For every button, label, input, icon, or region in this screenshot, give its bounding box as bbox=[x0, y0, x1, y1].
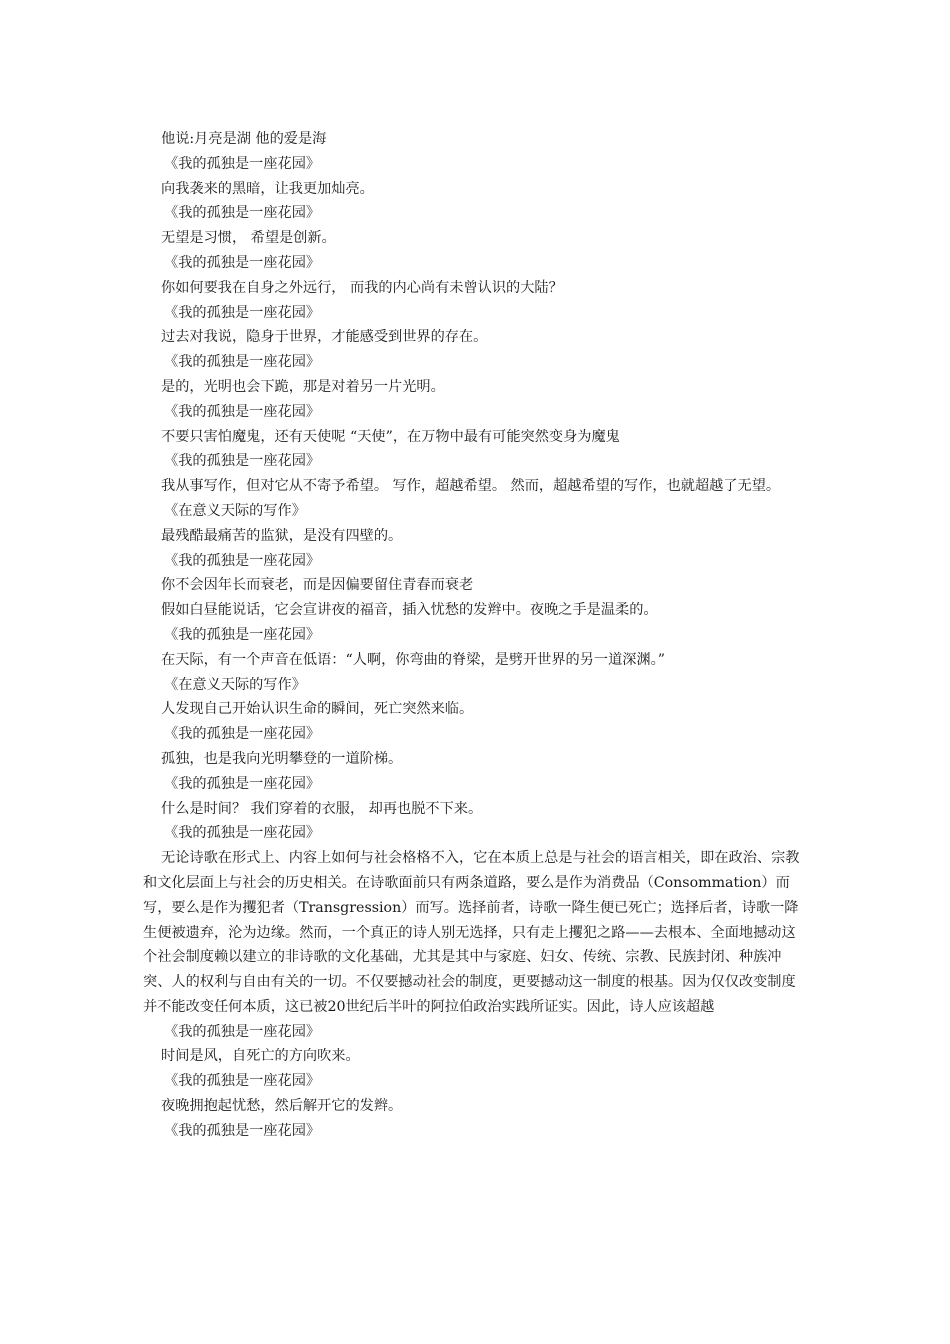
source-title: 《我的孤独是一座花园》 bbox=[164, 254, 321, 271]
quote-line: 在天际，有一个声音在低语：“人啊，你弯曲的脊梁，是劈开世界的另一道深渊。” bbox=[161, 651, 665, 668]
quote-paragraph: 我从事写作，但对它从不寄予希望。 写作，超越希望。 然而，超越希望的写作，也就超越了无望。 bbox=[161, 478, 781, 495]
quote-line: 是的，光明也会下跪，那是对着另一片光明。 bbox=[161, 378, 445, 395]
source-title: 《我的孤独是一座花园》 bbox=[164, 354, 321, 371]
quote-line: 他说:月亮是湖 他的爱是海 bbox=[161, 131, 327, 147]
quote-line: 过去对我说，隐身于世界，才能感受到世界的存在。 bbox=[161, 329, 488, 346]
quote-line: 假如白昼能说话，它会宣讲夜的福音，插入忧愁的发辫中。夜晚之手是温柔的。 bbox=[161, 602, 658, 619]
quote-line: 什么是时间？ 我们穿着的衣服， 却再也脱不下来。 bbox=[161, 800, 483, 817]
quote-line: 人发现自己开始认识生命的瞬间，死亡突然来临。 bbox=[161, 701, 474, 718]
quote-line: 最残酷最痛苦的监狱，是没有四壁的。 bbox=[161, 527, 403, 544]
source-title: 《我的孤独是一座花园》 bbox=[164, 1073, 321, 1090]
source-title: 《我的孤独是一座花园》 bbox=[164, 403, 321, 420]
source-title: 《我的孤独是一座花园》 bbox=[164, 775, 321, 792]
quote-line: 无望是习惯， 希望是创新。 bbox=[161, 230, 336, 247]
source-title: 《我的孤独是一座花园》 bbox=[164, 1023, 321, 1040]
quote-line: 不要只害怕魔鬼，还有天使呢 “天使”，在万物中最有可能突然变身为魔鬼 bbox=[161, 428, 620, 445]
quote-line: 孤独，也是我向光明攀登的一道阶梯。 bbox=[161, 750, 403, 767]
source-title: 《在意义天际的写作》 bbox=[164, 676, 306, 693]
quote-line: 你如何要我在自身之外远行， 而我的内心尚有未曾认识的大陆？ bbox=[161, 279, 563, 296]
document-body bbox=[143, 127, 809, 1144]
quote-line: 向我袭来的黑暗，让我更加灿亮。 bbox=[161, 180, 374, 197]
quote-line: 你不会因年长而衰老，而是因偏要留住青春而衰老 bbox=[161, 577, 474, 594]
source-title: 《我的孤独是一座花园》 bbox=[164, 304, 321, 321]
source-title: 《我的孤独是一座花园》 bbox=[164, 205, 321, 222]
source-title: 《我的孤独是一座花园》 bbox=[164, 552, 321, 569]
source-title: 《我的孤独是一座花园》 bbox=[164, 726, 321, 743]
source-title: 《我的孤独是一座花园》 bbox=[164, 1122, 321, 1139]
source-title: 《我的孤独是一座花园》 bbox=[164, 626, 321, 643]
source-title: 《我的孤独是一座花园》 bbox=[164, 453, 321, 470]
quote-line: 时间是风，自死亡的方向吹来。 bbox=[161, 1048, 360, 1065]
essay-paragraph: 无论诗歌在形式上、内容上如何与社会格格不入，它在本质上总是与社会的语言相关，即在政治、宗教和文化层面上与社会的历史相关。在诗歌面前只有两条道路，要么是作为消费品（Consommation）而写，要么是作为攫犯者（Transgression）而写。选择前者，诗歌一降生便已死亡；选择后者，诗歌一降生便被遗弃，沦为边缘。然而，一个真正的诗人别无选择，只有走上攫犯之路——去根本、全面地撼动这个社会制度赖以建立的非诗歌的文化基础，尤其是其中与家庭、妇女、传统、宗教、民族封闭、种族冲突、人的权利与自由有关的一切。不仅要撼动社会的制度，更要撼动这一制度的根基。因为仅仅改变制度并不能改变任何本质，这已被20世纪后半叶的阿拉伯政治实践所证实。因此，诗人应该超越 bbox=[143, 850, 800, 1015]
source-title: 《在意义天际的写作》 bbox=[164, 502, 306, 519]
source-title: 《我的孤独是一座花园》 bbox=[164, 155, 321, 172]
source-title: 《我的孤独是一座花园》 bbox=[164, 825, 321, 842]
quote-line: 夜晚拥抱起忧愁，然后解开它的发辫。 bbox=[161, 1098, 403, 1115]
